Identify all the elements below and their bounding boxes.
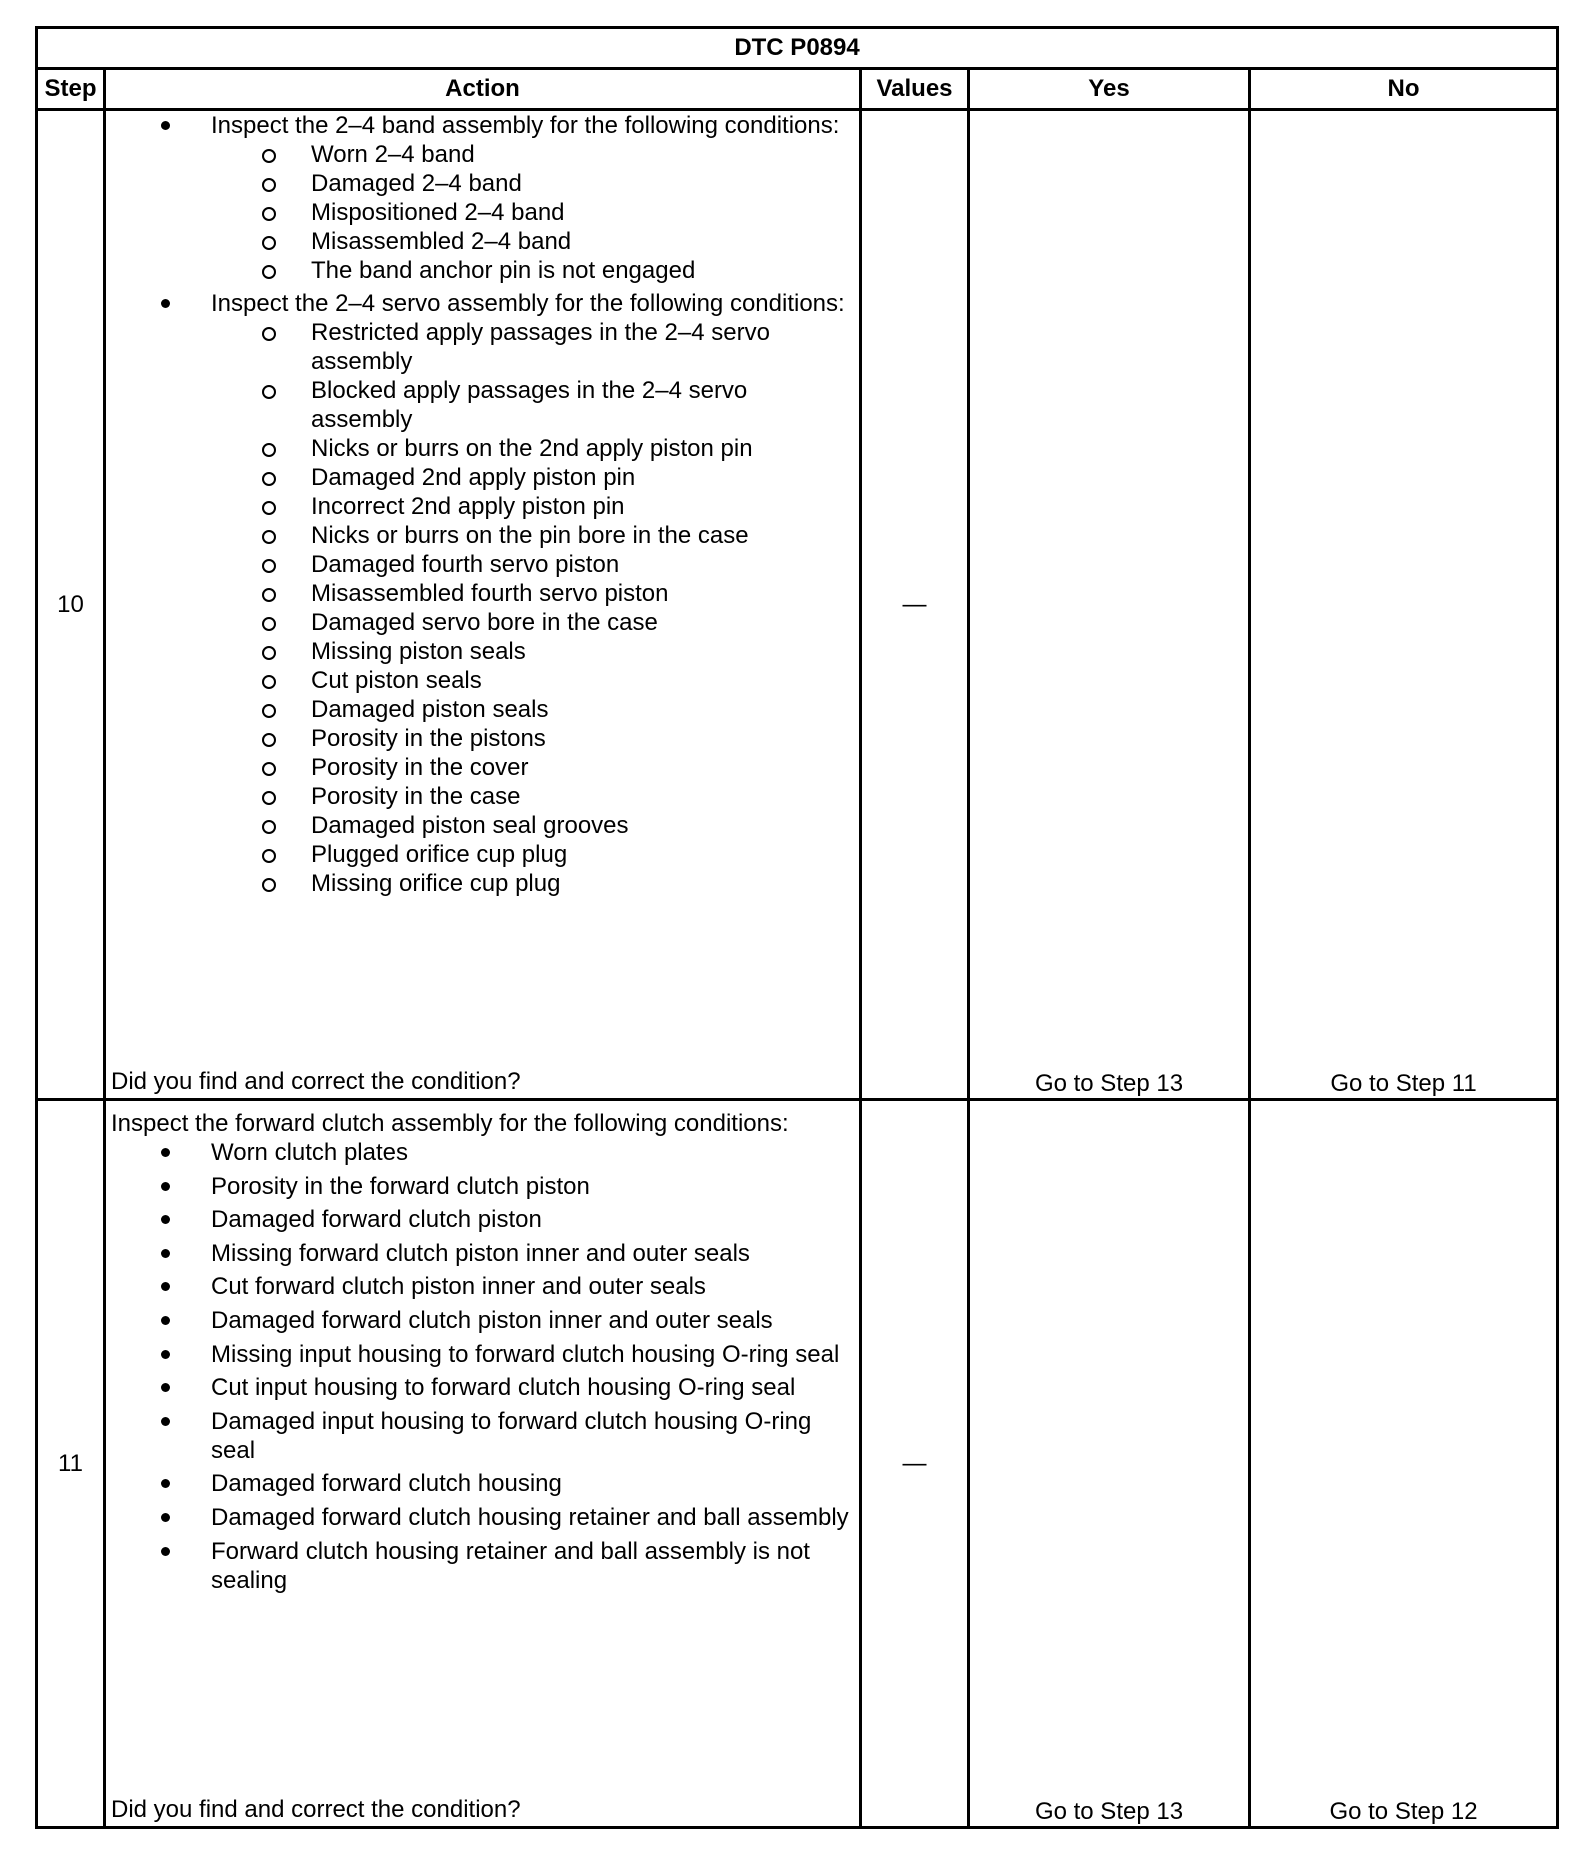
list-item: Missing forward clutch piston inner and outer seals xyxy=(106,1239,859,1268)
action-cell xyxy=(105,110,861,1100)
list-item: Damaged input housing to forward clutch housing O-ring seal xyxy=(106,1407,859,1465)
list-item-text: Inspect the 2–4 servo assembly for the following conditions: xyxy=(211,290,845,317)
list-item: Porosity in the forward clutch piston xyxy=(106,1172,859,1201)
list-item: Damaged forward clutch housing retainer and ball assembly xyxy=(106,1503,859,1532)
intro-text: Inspect the forward clutch assembly for the following conditions: xyxy=(111,1110,789,1137)
list-item: Damaged forward clutch piston inner and outer seals xyxy=(106,1306,859,1335)
dtc-table xyxy=(35,26,1559,1829)
sub-list-item: Restricted apply passages in the 2–4 servo assembly xyxy=(106,318,851,376)
action-cell xyxy=(105,1100,861,1828)
list-item: Worn clutch plates xyxy=(106,1138,859,1167)
yes-cell: Go to Step 13 xyxy=(969,110,1250,1100)
list-item: Damaged forward clutch housing xyxy=(106,1469,859,1498)
header-no: No xyxy=(1250,69,1558,110)
question-text: Did you find and correct the condition? xyxy=(111,1068,521,1095)
sub-list-item: Nicks or burrs on the 2nd apply piston pin xyxy=(106,434,851,463)
header-step: Step xyxy=(37,69,105,110)
list-item: Missing input housing to forward clutch housing O-ring seal xyxy=(106,1340,859,1369)
header-action: Action xyxy=(105,69,861,110)
sub-list-item: Damaged piston seals xyxy=(106,695,851,724)
list-item: Damaged forward clutch piston xyxy=(106,1205,859,1234)
list-item: Forward clutch housing retainer and ball assembly is not sealing xyxy=(106,1537,859,1595)
step-number: 11 xyxy=(37,1100,105,1828)
sub-list-item: Porosity in the case xyxy=(106,782,851,811)
table-row xyxy=(37,1100,1558,1828)
header-values: Values xyxy=(861,69,969,110)
action-list xyxy=(106,111,859,898)
sub-list-item: Porosity in the cover xyxy=(106,753,851,782)
sub-list-item: The band anchor pin is not engaged xyxy=(106,256,851,285)
sub-list-item: Misassembled 2–4 band xyxy=(106,227,851,256)
header-yes: Yes xyxy=(969,69,1250,110)
list-item xyxy=(106,289,859,898)
sub-list xyxy=(211,318,851,898)
no-cell: Go to Step 11 xyxy=(1250,110,1558,1100)
sub-list-item: Damaged 2nd apply piston pin xyxy=(106,463,851,492)
values-cell: — xyxy=(861,110,969,1100)
sub-list-item: Worn 2–4 band xyxy=(106,140,851,169)
values-cell: — xyxy=(861,1100,969,1828)
action-list xyxy=(106,1138,859,1595)
list-item-text: Inspect the 2–4 band assembly for the following conditions: xyxy=(211,112,840,139)
sub-list-item: Blocked apply passages in the 2–4 servo assembly xyxy=(106,376,851,434)
question-text: Did you find and correct the condition? xyxy=(111,1796,521,1823)
list-item xyxy=(106,111,859,285)
sub-list-item: Misassembled fourth servo piston xyxy=(106,579,851,608)
sub-list-item: Incorrect 2nd apply piston pin xyxy=(106,492,851,521)
list-item: Cut forward clutch piston inner and outer seals xyxy=(106,1272,859,1301)
yes-cell: Go to Step 13 xyxy=(969,1100,1250,1828)
list-item: Cut input housing to forward clutch housing O-ring seal xyxy=(106,1373,859,1402)
sub-list-item: Damaged servo bore in the case xyxy=(106,608,851,637)
sub-list-item: Damaged piston seal grooves xyxy=(106,811,851,840)
sub-list xyxy=(211,140,851,285)
sub-list-item: Damaged fourth servo piston xyxy=(106,550,851,579)
sub-list-item: Damaged 2–4 band xyxy=(106,169,851,198)
sub-list-item: Mispositioned 2–4 band xyxy=(106,198,851,227)
sub-list-item: Nicks or burrs on the pin bore in the case xyxy=(106,521,851,550)
sub-list-item: Missing orifice cup plug xyxy=(106,869,851,898)
no-cell: Go to Step 12 xyxy=(1250,1100,1558,1828)
sub-list-item: Porosity in the pistons xyxy=(106,724,851,753)
step-number: 10 xyxy=(37,110,105,1100)
table-row xyxy=(37,110,1558,1100)
sub-list-item: Cut piston seals xyxy=(106,666,851,695)
sub-list-item: Missing piston seals xyxy=(106,637,851,666)
table-title: DTC P0894 xyxy=(37,28,1558,69)
sub-list-item: Plugged orifice cup plug xyxy=(106,840,851,869)
